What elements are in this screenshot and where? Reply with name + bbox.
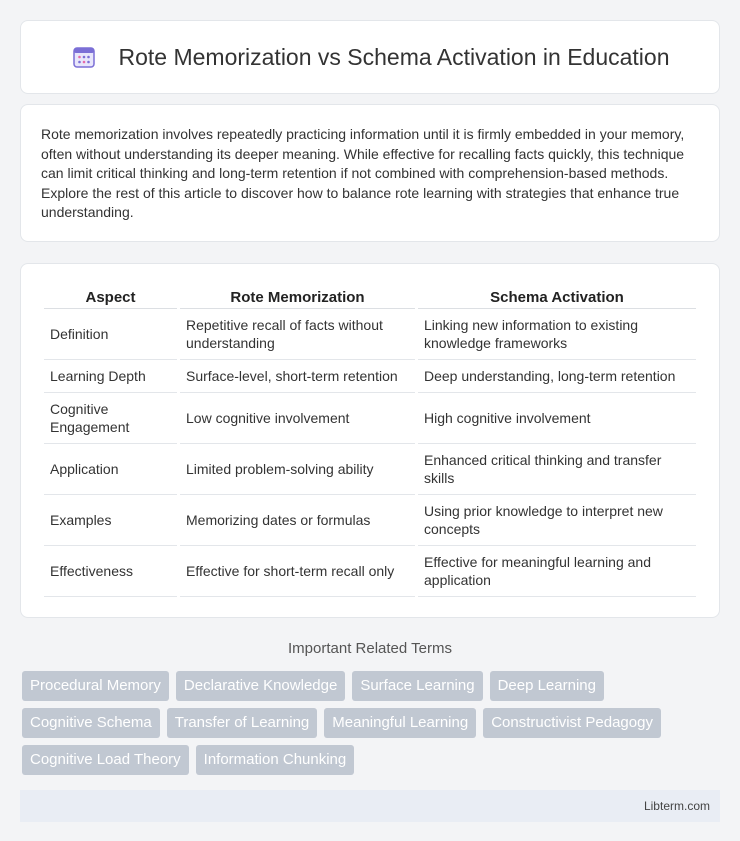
table-header-row xyxy=(44,286,696,309)
tag-cognitive-load-theory[interactable]: Cognitive Load Theory xyxy=(22,745,189,775)
table-cell: Examples xyxy=(44,495,177,546)
table-cell: Memorizing dates or formulas xyxy=(180,495,415,546)
related-terms-section xyxy=(0,640,740,775)
table-row xyxy=(44,309,696,360)
table-cell: Linking new information to existing knowledge frameworks xyxy=(418,309,696,360)
title-card xyxy=(20,20,720,94)
tag-surface-learning[interactable]: Surface Learning xyxy=(352,671,482,701)
tag-transfer-of-learning[interactable]: Transfer of Learning xyxy=(167,708,318,738)
column-header-schema: Schema Activation xyxy=(418,286,696,309)
tag-information-chunking[interactable]: Information Chunking xyxy=(196,745,355,775)
table-cell: Effectiveness xyxy=(44,546,177,597)
table-cell: Deep understanding, long-term retention xyxy=(418,360,696,393)
table-cell: Effective for short-term recall only xyxy=(180,546,415,597)
table-cell: Repetitive recall of facts without understanding xyxy=(180,309,415,360)
tag-deep-learning[interactable]: Deep Learning xyxy=(490,671,604,701)
table-cell: Enhanced critical thinking and transfer skills xyxy=(418,444,696,495)
footer xyxy=(20,790,720,822)
table-cell: Cognitive Engagement xyxy=(44,393,177,444)
column-header-rote: Rote Memorization xyxy=(180,286,415,309)
table-row xyxy=(44,393,696,444)
table-cell: Low cognitive involvement xyxy=(180,393,415,444)
comparison-table xyxy=(41,286,699,597)
comparison-card xyxy=(20,263,720,618)
table-cell: Application xyxy=(44,444,177,495)
table-row xyxy=(44,444,696,495)
table-cell: Using prior knowledge to interpret new concepts xyxy=(418,495,696,546)
table-row xyxy=(44,360,696,393)
table-row xyxy=(44,546,696,597)
related-terms-title: Important Related Terms xyxy=(288,639,452,657)
table-cell: Effective for meaningful learning and application xyxy=(418,546,696,597)
table-cell: Limited problem-solving ability xyxy=(180,444,415,495)
related-terms-tags xyxy=(0,671,740,775)
tag-meaningful-learning[interactable]: Meaningful Learning xyxy=(324,708,476,738)
table-cell: Learning Depth xyxy=(44,360,177,393)
table-cell: Surface-level, short-term retention xyxy=(180,360,415,393)
intro-card xyxy=(20,104,720,242)
tag-constructivist-pedagogy[interactable]: Constructivist Pedagogy xyxy=(483,708,661,738)
table-cell: High cognitive involvement xyxy=(418,393,696,444)
footer-brand-link[interactable]: Libterm.com xyxy=(643,798,710,813)
tag-cognitive-schema[interactable]: Cognitive Schema xyxy=(22,708,160,738)
table-cell: Definition xyxy=(44,309,177,360)
intro-text: Rote memorization involves repeatedly practicing information until it is firmly embedded in your memory, often without understanding its deeper meaning. While effective for recalling facts quickly, this technique can limit critical thinking and long-term retention if not combined with comprehension-based methods. Explore the rest of this article to discover how to balance rote learning with strategies that enhance true understanding. xyxy=(41,126,685,220)
calendar-icon xyxy=(71,44,97,70)
table-row xyxy=(44,495,696,546)
page-title: Rote Memorization vs Schema Activation in Education xyxy=(118,43,670,70)
column-header-aspect: Aspect xyxy=(44,286,177,309)
tag-procedural-memory[interactable]: Procedural Memory xyxy=(22,671,169,701)
tag-declarative-knowledge[interactable]: Declarative Knowledge xyxy=(176,671,345,701)
